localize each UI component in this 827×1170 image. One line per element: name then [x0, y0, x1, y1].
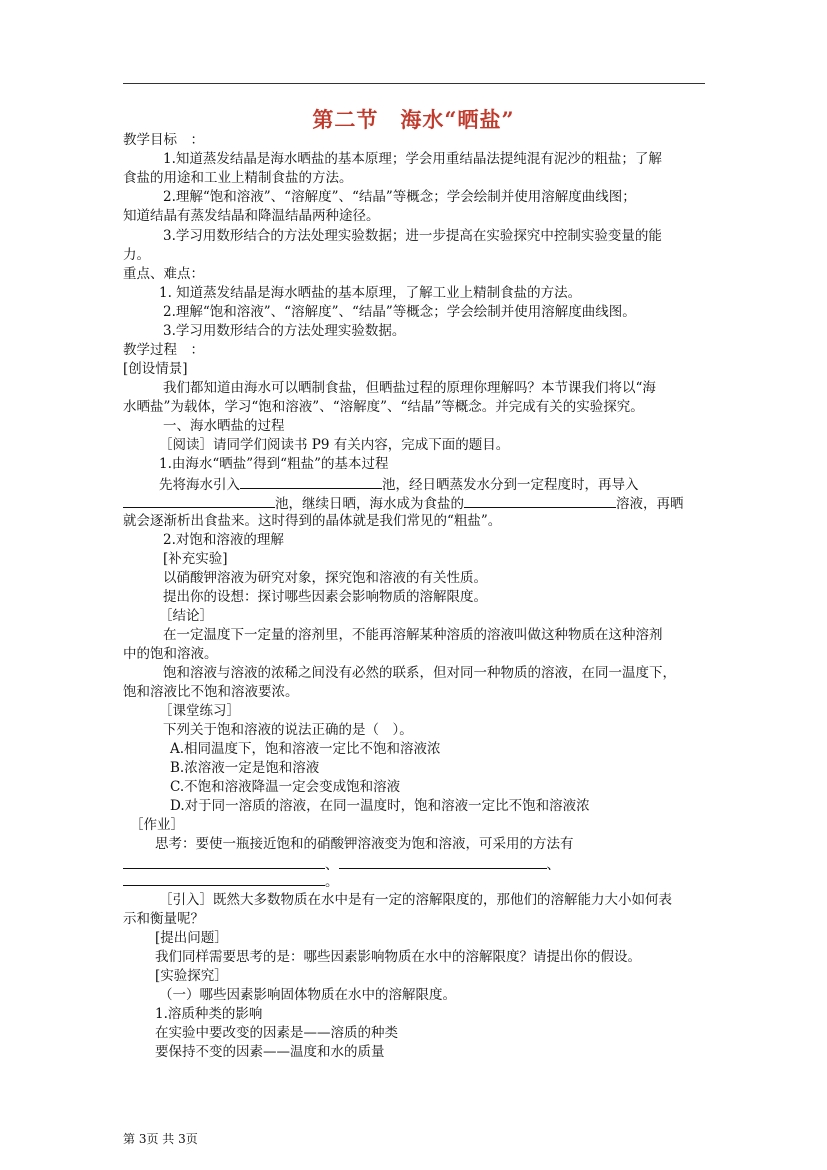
- text-segment: 溶液，再晒: [616, 496, 684, 512]
- fill-in-line: [123, 871, 339, 892]
- text-segment: 。: [325, 874, 339, 890]
- text-line: 1.由海水“晒盐”得到“粗盐”的基本过程: [159, 456, 389, 472]
- text-line: 以硝酸钾溶液为研究对象，探究饱和溶液的有关性质。: [163, 570, 487, 586]
- text-line: 我们同样需要思考的是：哪些因素影响物质在水中的溶解限度？请提出你的假设。: [155, 949, 641, 965]
- text-line: 知道结晶有蒸发结晶和降温结晶两种途径。: [123, 208, 380, 224]
- text-line: 食盐的用途和工业上精制食盐的方法。: [123, 170, 353, 186]
- text-line: （一）哪些因素影响固体物质在水中的溶解限度。: [159, 987, 456, 1003]
- text-line: 2.理解“饱和溶液”、“溶解度”、“结晶”等概念；学会绘制并使用溶解度曲线图。: [163, 304, 636, 320]
- option-a: A.相同温度下，饱和溶液一定比不饱和溶液浓: [170, 741, 441, 757]
- question-text: 下列关于饱和溶液的说法正确的是（ ）。: [163, 722, 413, 738]
- text-line: ［课堂练习］: [159, 703, 240, 719]
- text-line: 1. 知道蒸发结晶是海水晒盐的基本原理，了解工业上精制食盐的方法。: [159, 285, 582, 301]
- text-segment: 、: [325, 857, 339, 873]
- text-line: ［引入］既然大多数物质在水中是有一定的溶解限度的，那他们的溶解能力大小如何表: [159, 892, 672, 908]
- answer-blank[interactable]: [123, 854, 325, 869]
- text-line: 重点、难点：: [123, 266, 204, 282]
- text-segment: 先将海水引入: [159, 477, 240, 493]
- option-c: C.不饱和溶液降温一定会变成饱和溶液: [170, 779, 401, 795]
- page-footer: 第 3页 共 3页: [123, 1132, 198, 1146]
- text-line: 一、海水晒盐的过程: [163, 418, 285, 434]
- text-line: 在实验中要改变的因素是——溶质的种类: [155, 1025, 398, 1041]
- text-line: 我们都知道由海水可以晒制食盐，但晒盐过程的原理你理解吗？本节课我们将以“海: [163, 380, 656, 396]
- text-line: 水晒盐”为载体，学习“饱和溶液”、“溶解度”、“结晶”等概念。并完成有关的实验探究。: [123, 399, 644, 415]
- text-line: 教学过程 ：: [123, 342, 204, 358]
- text-line: 饱和溶液与溶液的浓稀之间没有必然的联系，但对同一种物质的溶液，在同一温度下，: [163, 665, 676, 681]
- text-line: 示和衡量呢？: [123, 911, 204, 927]
- text-line: 教学目标 ：: [123, 132, 204, 148]
- text-line: [创设情景]: [123, 361, 188, 377]
- text-line: 思考：要使一瓶接近饱和的硝酸钾溶液变为饱和溶液，可采用的方法有: [155, 836, 574, 852]
- text-line: 3.学习用数形结合的方法处理实验数据；进一步提高在实验探究中控制实验变量的能: [163, 228, 662, 244]
- text-line: 就会逐渐析出食盐来。这时得到的晶体就是我们常见的“粗盐”。: [123, 513, 502, 529]
- text-line: 在一定温度下一定量的溶剂里，不能再溶解某种溶质的溶液叫做这种物质在这种溶剂: [163, 627, 663, 643]
- text-line: 2.理解“饱和溶液”、“溶解度”、“结晶”等概念；学会绘制并使用溶解度曲线图；: [163, 189, 636, 205]
- answer-blank[interactable]: [240, 474, 382, 489]
- text-line: ［阅读］请同学们阅读书 P9 有关内容，完成下面的题目。: [159, 437, 510, 453]
- text-line: 1.知道蒸发结晶是海水晒盐的基本原理；学会用重结晶法提纯混有泥沙的粗盐；了解: [163, 151, 662, 167]
- text-line: 饱和溶液比不饱和溶液要浓。: [123, 684, 299, 700]
- text-line: ［结论］: [159, 608, 213, 624]
- text-line: [实验探究］: [155, 968, 228, 984]
- text-line: [提出问题］: [155, 930, 228, 946]
- header-rule: [123, 83, 705, 84]
- text-line: 3.学习用数形结合的方法处理实验数据。: [163, 323, 406, 339]
- text-segment: 、: [546, 857, 560, 873]
- answer-blank[interactable]: [464, 493, 616, 508]
- option-b: B.浓溶液一定是饱和溶液: [170, 760, 320, 776]
- option-d: D.对于同一溶质的溶液，在同一温度时，饱和溶液一定比不饱和溶液浓: [170, 798, 590, 814]
- text-line: 要保持不变的因素——温度和水的质量: [155, 1044, 385, 1060]
- answer-blank[interactable]: [123, 871, 325, 886]
- text-line: 提出你的设想：探讨哪些因素会影响物质的溶解限度。: [163, 589, 487, 605]
- text-line: ［作业］: [130, 817, 184, 833]
- fill-in-line: [159, 474, 639, 495]
- text-line: [补充实验]: [163, 551, 228, 567]
- text-line: 1.溶质种类的影响: [155, 1006, 263, 1022]
- page-title: 第二节 海水“晒盐”: [312, 107, 515, 132]
- text-segment: 池，经日晒蒸发水分到一定程度时，再导入: [382, 477, 639, 493]
- text-line: 力。: [123, 247, 150, 263]
- text-line: 中的饱和溶液。: [123, 646, 218, 662]
- fill-in-line: [123, 493, 684, 514]
- text-line: 2.对饱和溶液的理解: [163, 532, 284, 548]
- text-segment: 池，继续日晒，海水成为食盐的: [275, 496, 464, 512]
- answer-blank[interactable]: [123, 493, 275, 508]
- answer-blank[interactable]: [339, 854, 547, 869]
